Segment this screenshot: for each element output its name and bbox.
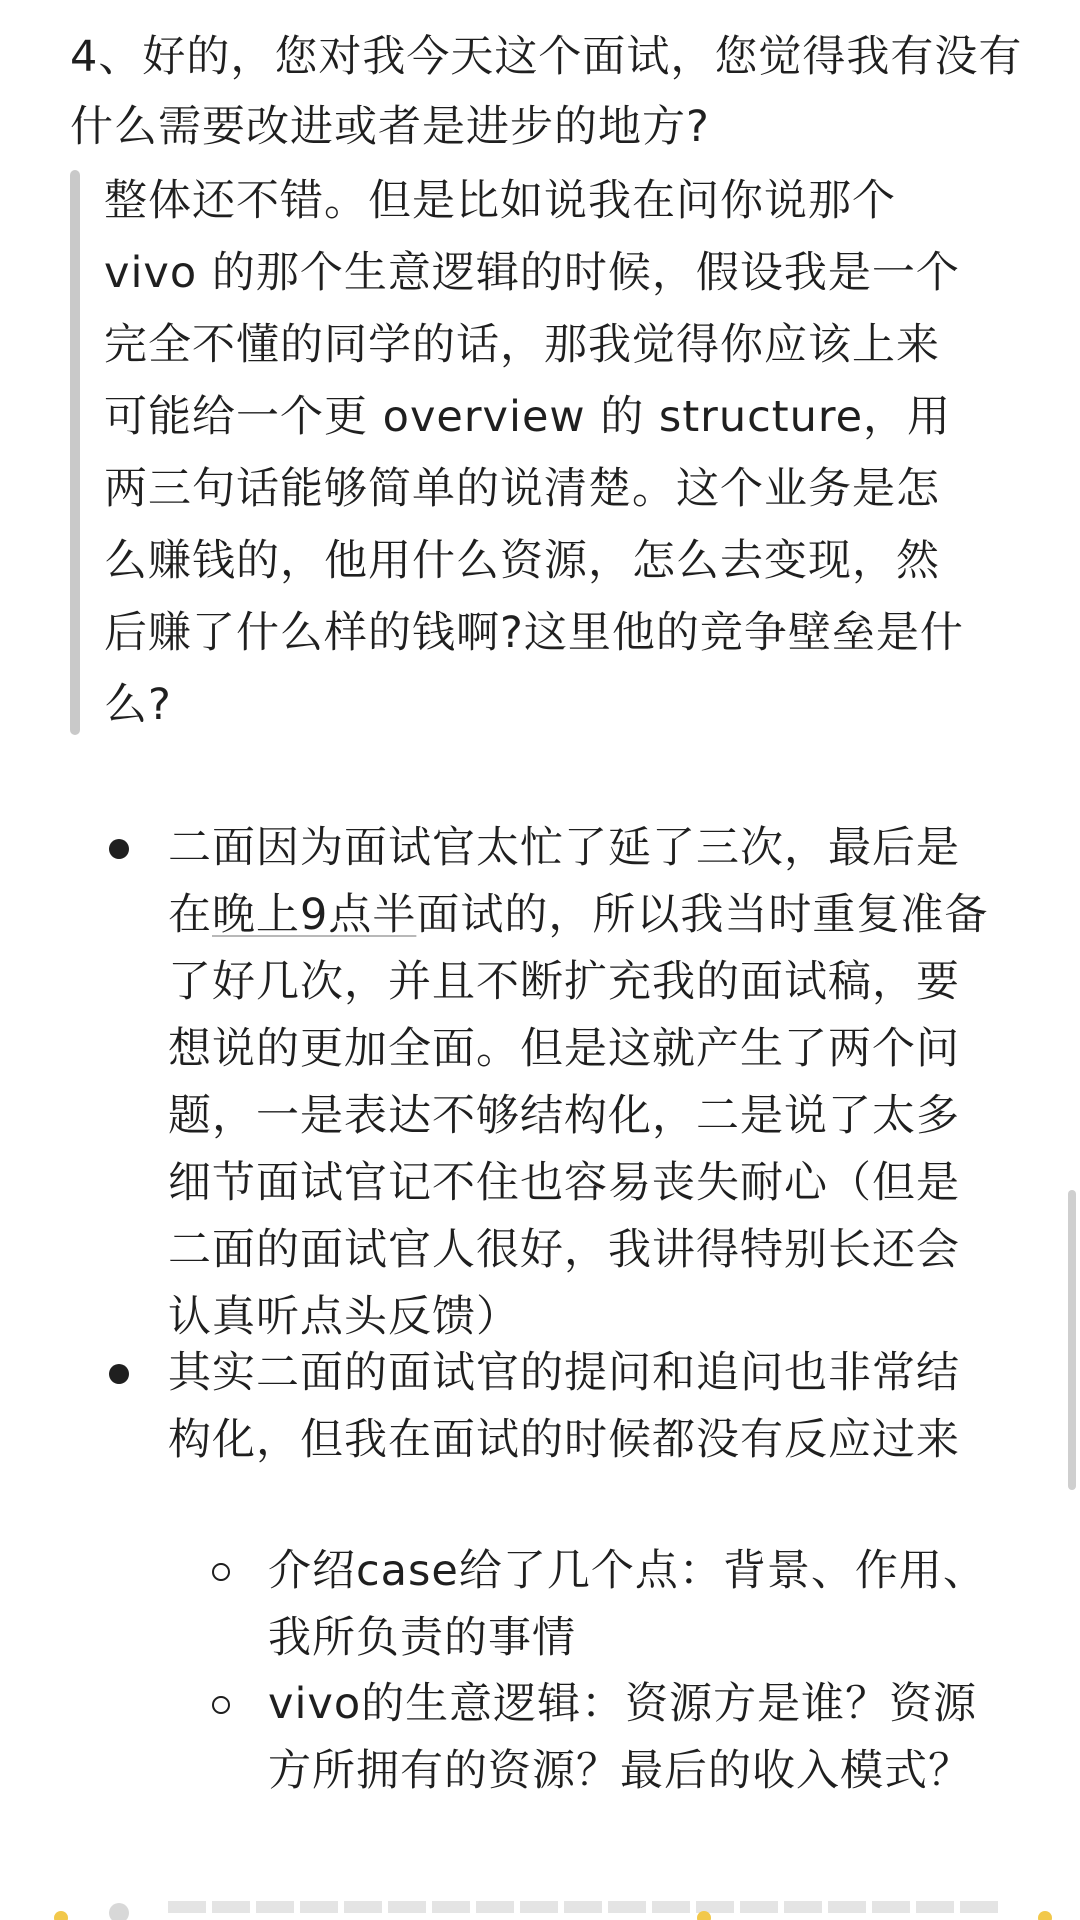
sub-list-item: 介绍case给了几个点：背景、作用、我所负责的事情 bbox=[268, 1546, 987, 1663]
list-item-text: 二面因为面试官太忙了延了三次，最后是在 bbox=[168, 823, 960, 940]
underlined-time: 晚上9点半 bbox=[212, 890, 417, 940]
quote-text: 整体还不错。但是比如说我在问你说那个vivo 的那个生意逻辑的时候，假设我是一个完全不懂的同学的话，那我觉得你应该上来可能给一个更 overview 的 structure，用两三句话能够简单的说清楚。这个业务是怎么赚钱的，他用什么资源，怎么去变现，然后赚了什么样的钱啊?这里他的竞争壁垒是什么? bbox=[104, 176, 964, 730]
cut-off-highlight-mark bbox=[1038, 1911, 1052, 1920]
quote-bar bbox=[70, 170, 80, 735]
cut-off-highlight-mark bbox=[697, 1911, 711, 1920]
sub-bullet-marker bbox=[212, 1563, 230, 1581]
cut-off-highlight-mark bbox=[54, 1911, 68, 1920]
list-item bbox=[168, 1340, 1003, 1474]
interviewer-feedback-quote bbox=[70, 170, 970, 735]
cut-off-next-item bbox=[0, 1885, 1080, 1920]
question-heading: 4、好的，您对我今天这个面试，您觉得我有没有什么需要改进或者是进步的地方? bbox=[70, 32, 1023, 152]
sub-list-item: vivo的生意逻辑：资源方是谁？资源方所拥有的资源？最后的收入模式？ bbox=[268, 1679, 978, 1796]
list-item-text: 其实二面的面试官的提问和追问也非常结构化，但我在面试的时候都没有反应过来 bbox=[168, 1348, 960, 1465]
cut-off-text-line bbox=[168, 1901, 1003, 1913]
sub-bullet-marker bbox=[212, 1696, 230, 1714]
scrollbar[interactable] bbox=[1068, 1190, 1076, 1490]
list-item bbox=[168, 815, 1003, 1351]
bullet-marker bbox=[109, 839, 129, 859]
bullet-marker bbox=[109, 1364, 129, 1384]
list-item-text: 面试的，所以我当时重复准备了好几次，并且不断扩充我的面试稿，要想说的更加全面。但是这就产生了两个问题，一是表达不够结构化，二是说了太多细节面试官记不住也容易丧失耐心（但是二面的面试官人很好，我讲得特别长还会认真听点头反馈） bbox=[168, 890, 989, 1342]
bullet-marker bbox=[109, 1903, 129, 1920]
